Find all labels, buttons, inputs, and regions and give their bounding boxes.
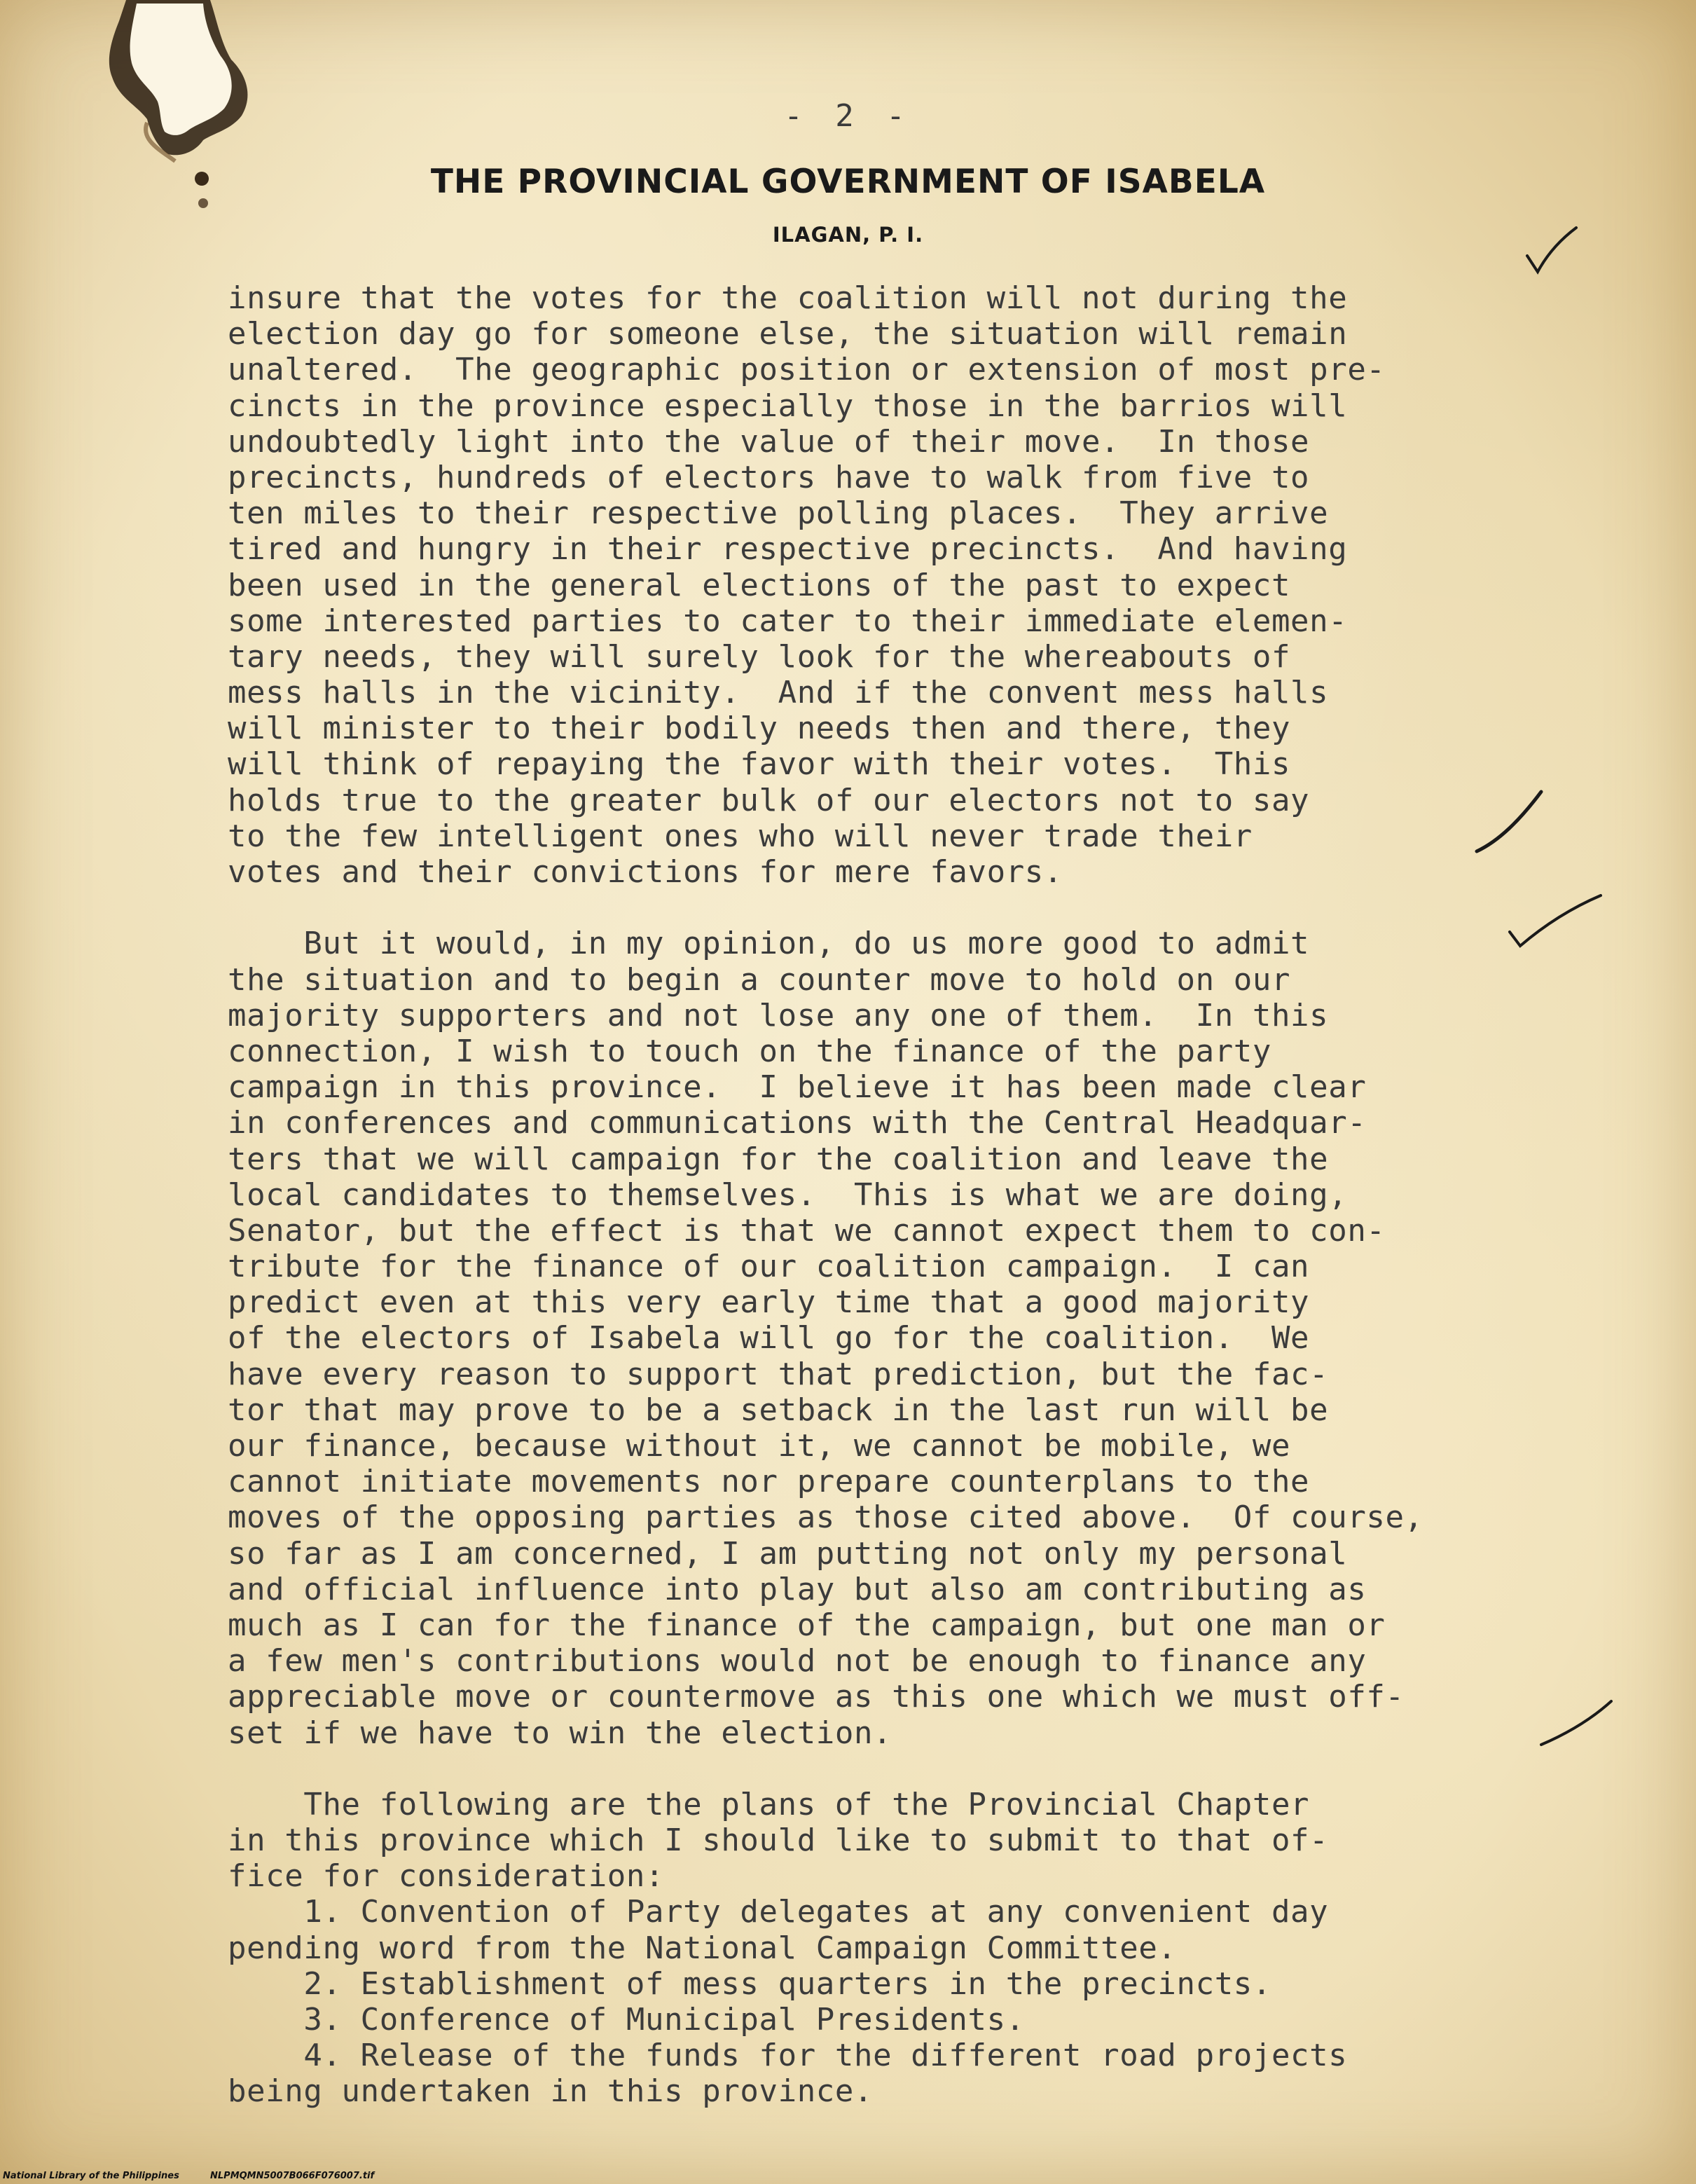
- paragraph-2: [228, 926, 1594, 1750]
- text-line: been used in the general elections of the past to expect: [228, 567, 1291, 603]
- list-item: pending word from the National Campaign Committee.: [228, 1930, 1177, 1966]
- text-line: of the electors of Isabela will go for the coalition. We: [228, 1320, 1310, 1357]
- paragraph-3: [228, 1787, 1594, 2110]
- letterhead-title: THE PROVINCIAL GOVERNMENT OF ISABELA: [430, 163, 1266, 201]
- list-item: 4. Release of the funds for the different road projects: [228, 2038, 1348, 2074]
- text-line: tor that may prove to be a setback in the last run will be: [228, 1392, 1329, 1428]
- text-line: cincts in the province especially those in the barrios will: [228, 387, 1348, 424]
- text-line: in this province which I should like to submit to that of-: [228, 1822, 1329, 1859]
- paragraph-gap: [228, 890, 1594, 926]
- text-line: some interested parties to cater to their immediate elemen-: [228, 603, 1348, 639]
- text-line: will minister to their bodily needs then and there, they: [228, 710, 1291, 747]
- check-mark-icon: [1506, 890, 1604, 953]
- text-line: insure that the votes for the coalition will not during the: [228, 280, 1348, 316]
- check-mark-icon: [1538, 1696, 1615, 1752]
- text-line: our finance, because without it, we cannot be mobile, we: [228, 1428, 1291, 1464]
- text-line: ten miles to their respective polling places. They arrive: [228, 495, 1329, 532]
- text-line: mess halls in the vicinity. And if the convent mess halls: [228, 675, 1329, 711]
- text-line: campaign in this province. I believe it has been made clear: [228, 1069, 1367, 1106]
- text-line: set if we have to win the election.: [228, 1715, 892, 1751]
- text-line: cannot initiate movements nor prepare counterplans to the: [228, 1464, 1310, 1500]
- text-line: undoubtedly light into the value of their move. In those: [228, 423, 1310, 460]
- text-line: to the few intelligent ones who will never trade their: [228, 818, 1253, 854]
- text-line: predict even at this very early time that a good majority: [228, 1284, 1310, 1321]
- text-line: Senator, but the effect is that we cannot expect them to con-: [228, 1212, 1386, 1249]
- text-line: the situation and to begin a counter move to hold on our: [228, 961, 1291, 998]
- text-line: precincts, hundreds of electors have to walk from five to: [228, 459, 1310, 495]
- check-mark-icon: [1524, 224, 1580, 280]
- text-line: majority supporters and not lose any one of them. In this: [228, 997, 1329, 1033]
- text-line: appreciable move or countermove as this one which we must off-: [228, 1679, 1405, 1715]
- page-number: - 2 -: [784, 98, 912, 134]
- text-line: votes and their convictions for mere favors.: [228, 854, 1063, 890]
- list-item: 1. Convention of Party delegates at any convenient day: [228, 1894, 1329, 1930]
- text-line: tary needs, they will surely look for the whereabouts of: [228, 638, 1291, 675]
- letterhead-location: ILAGAN, P. I.: [772, 223, 924, 247]
- text-line: tired and hungry in their respective precincts. And having: [228, 531, 1348, 568]
- text-line: fice for consideration:: [228, 1858, 665, 1895]
- text-line: holds true to the greater bulk of our electors not to say: [228, 782, 1310, 818]
- letter-body: [228, 280, 1594, 2110]
- text-line: election day go for someone else, the situation will remain: [228, 316, 1348, 352]
- footer-library-name: National Library of the Philippines: [3, 2171, 179, 2181]
- text-line: much as I can for the finance of the campaign, but one man or: [228, 1607, 1386, 1643]
- text-line: The following are the plans of the Provincial Chapter: [228, 1786, 1310, 1822]
- text-line: ters that we will campaign for the coalition and leave the: [228, 1141, 1329, 1177]
- footer-filename: NLPMQMN5007B066F076007.tif: [210, 2171, 375, 2181]
- text-line: moves of the opposing parties as those cited above. Of course,: [228, 1499, 1423, 1536]
- text-line: tribute for the finance of our coalition campaign. I can: [228, 1249, 1310, 1285]
- paragraph-gap: [228, 1751, 1594, 1787]
- text-line: have every reason to support that prediction, but the fac-: [228, 1356, 1329, 1392]
- text-line: a few men's contributions would not be enough to finance any: [228, 1643, 1367, 1680]
- text-line: local candidates to themselves. This is what we are doing,: [228, 1176, 1348, 1213]
- text-line: connection, I wish to touch on the finance of the party: [228, 1033, 1271, 1069]
- text-line: unaltered. The geographic position or extension of most pre-: [228, 352, 1386, 388]
- check-mark-icon: [1471, 785, 1548, 862]
- list-item: being undertaken in this province.: [228, 2073, 874, 2110]
- text-line: in conferences and communications with the Central Headquar-: [228, 1105, 1367, 1141]
- text-line: But it would, in my opinion, do us more good to admit: [228, 926, 1310, 962]
- list-item: 3. Conference of Municipal Presidents.: [228, 2002, 1025, 2038]
- paragraph-1: [228, 280, 1594, 890]
- text-line: will think of repaying the favor with their votes. This: [228, 746, 1291, 783]
- text-line: and official influence into play but also am contributing as: [228, 1571, 1367, 1607]
- list-item: 2. Establishment of mess quarters in the precincts.: [228, 1965, 1271, 2002]
- text-line: so far as I am concerned, I am putting not only my personal: [228, 1535, 1348, 1572]
